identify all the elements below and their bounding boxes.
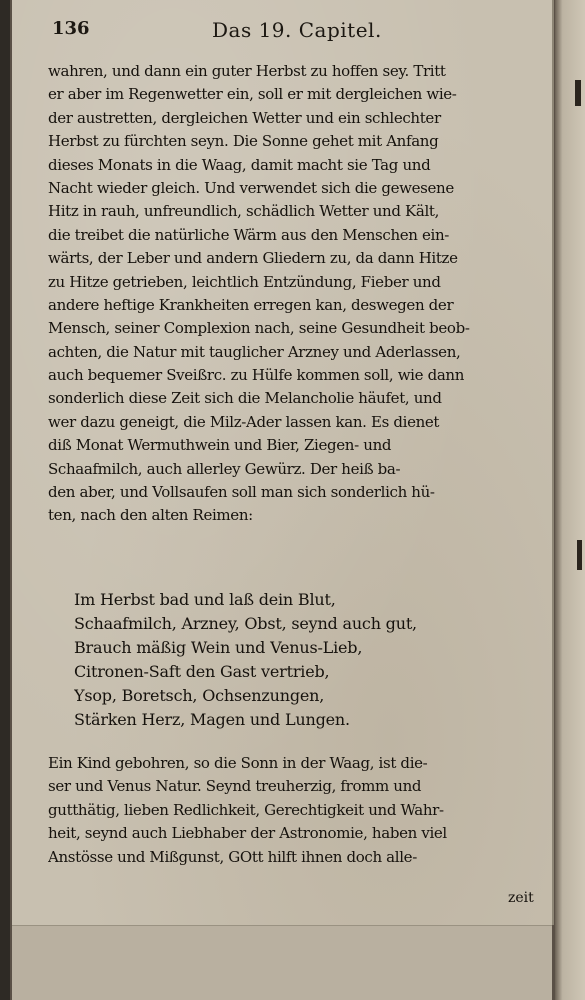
text-line: zu Hitze getrieben, leichtlich Entzündung, Fieber und	[48, 272, 441, 291]
text-line: Ein Kind gebohren, so die Sonn in der Waag, ist die-	[48, 754, 428, 772]
catchword: zeit	[508, 890, 534, 906]
text-line: achten, die Natur mit tauglicher Arzney und Aderlassen,	[48, 342, 461, 361]
text-line: auch bequemer Sveißrc. zu Hülfe kommen soll, wie dann	[48, 366, 465, 385]
verse-line: Im Herbst bad und laß dein Blut,	[74, 590, 336, 609]
running-title: Das 19. Capitel.	[212, 18, 382, 42]
text-line: Anstösse und Mißgunst, GOtt hilft ihnen doch alle-	[48, 847, 417, 866]
text-line: sonderlich diese Zeit sich die Melancholie häufet, und	[48, 389, 442, 408]
text-line: Schaafmilch, auch allerley Gewürz. Der heiß ba-	[48, 459, 401, 478]
text-line: die treibet die natürliche Wärm aus den Menschen ein-	[48, 225, 450, 244]
text-line: heit, seynd auch Liebhaber der Astronomie, haben viel	[48, 824, 447, 843]
facing-page-ink-mark	[575, 80, 581, 106]
verse-line: Citronen-Saft den Gast vertrieb,	[74, 662, 330, 681]
verse-line: Ysop, Boretsch, Ochsenzungen,	[74, 686, 325, 705]
text-line: andere heftige Krankheiten erregen kan, deswegen der	[48, 295, 454, 314]
text-line: ten, nach den alten Reimen:	[48, 506, 253, 525]
page-number: 136	[52, 18, 90, 39]
text-line: wer dazu geneigt, die Milz-Ader lassen kan. Es dienet	[48, 412, 440, 431]
verse-block	[74, 588, 544, 732]
text-line: der austretten, dergleichen Wetter und ein schlechter	[48, 108, 441, 127]
text-line: ser und Venus Natur. Seynd treuherzig, fromm und	[48, 777, 422, 796]
facing-page-ink-mark	[577, 540, 582, 570]
text-line: Herbst zu fürchten seyn. Die Sonne gehet mit Anfang	[48, 132, 439, 151]
text-line: Hitz in rauh, unfreundlich, schädlich Wetter und Kält,	[48, 202, 440, 221]
paragraph-2	[48, 752, 548, 869]
text-line: er aber im Regenwetter ein, soll er mit dergleichen wie-	[48, 85, 457, 104]
verse-line: Schaafmilch, Arzney, Obst, seynd auch gut,	[74, 614, 417, 633]
verse-line: Stärken Herz, Magen und Lungen.	[74, 710, 350, 729]
text-line: den aber, und Vollsaufen soll man sich sonderlich hü-	[48, 483, 435, 502]
page-header	[52, 18, 542, 44]
verse-line: Brauch mäßig Wein und Venus-Lieb,	[74, 638, 363, 657]
facing-page-edge	[555, 0, 585, 1000]
page-bottom-margin	[12, 925, 552, 1000]
text-line: dieses Monats in die Waag, damit macht sie Tag und	[48, 155, 431, 174]
text-line: diß Monat Wermuthwein und Bier, Ziegen- und	[48, 436, 392, 455]
text-line: gutthätig, lieben Redlichkeit, Gerechtigkeit und Wahr-	[48, 800, 444, 819]
text-line: wärts, der Leber und andern Gliedern zu, da dann Hitze	[48, 249, 458, 268]
paragraph-1	[48, 60, 548, 528]
text-line: wahren, und dann ein guter Herbst zu hoffen sey. Tritt	[48, 62, 446, 80]
scan-left-edge	[0, 0, 10, 1000]
text-line: Mensch, seiner Complexion nach, seine Gesundheit beob-	[48, 319, 470, 338]
text-line: Nacht wieder gleich. Und verwendet sich die gewesene	[48, 178, 454, 197]
